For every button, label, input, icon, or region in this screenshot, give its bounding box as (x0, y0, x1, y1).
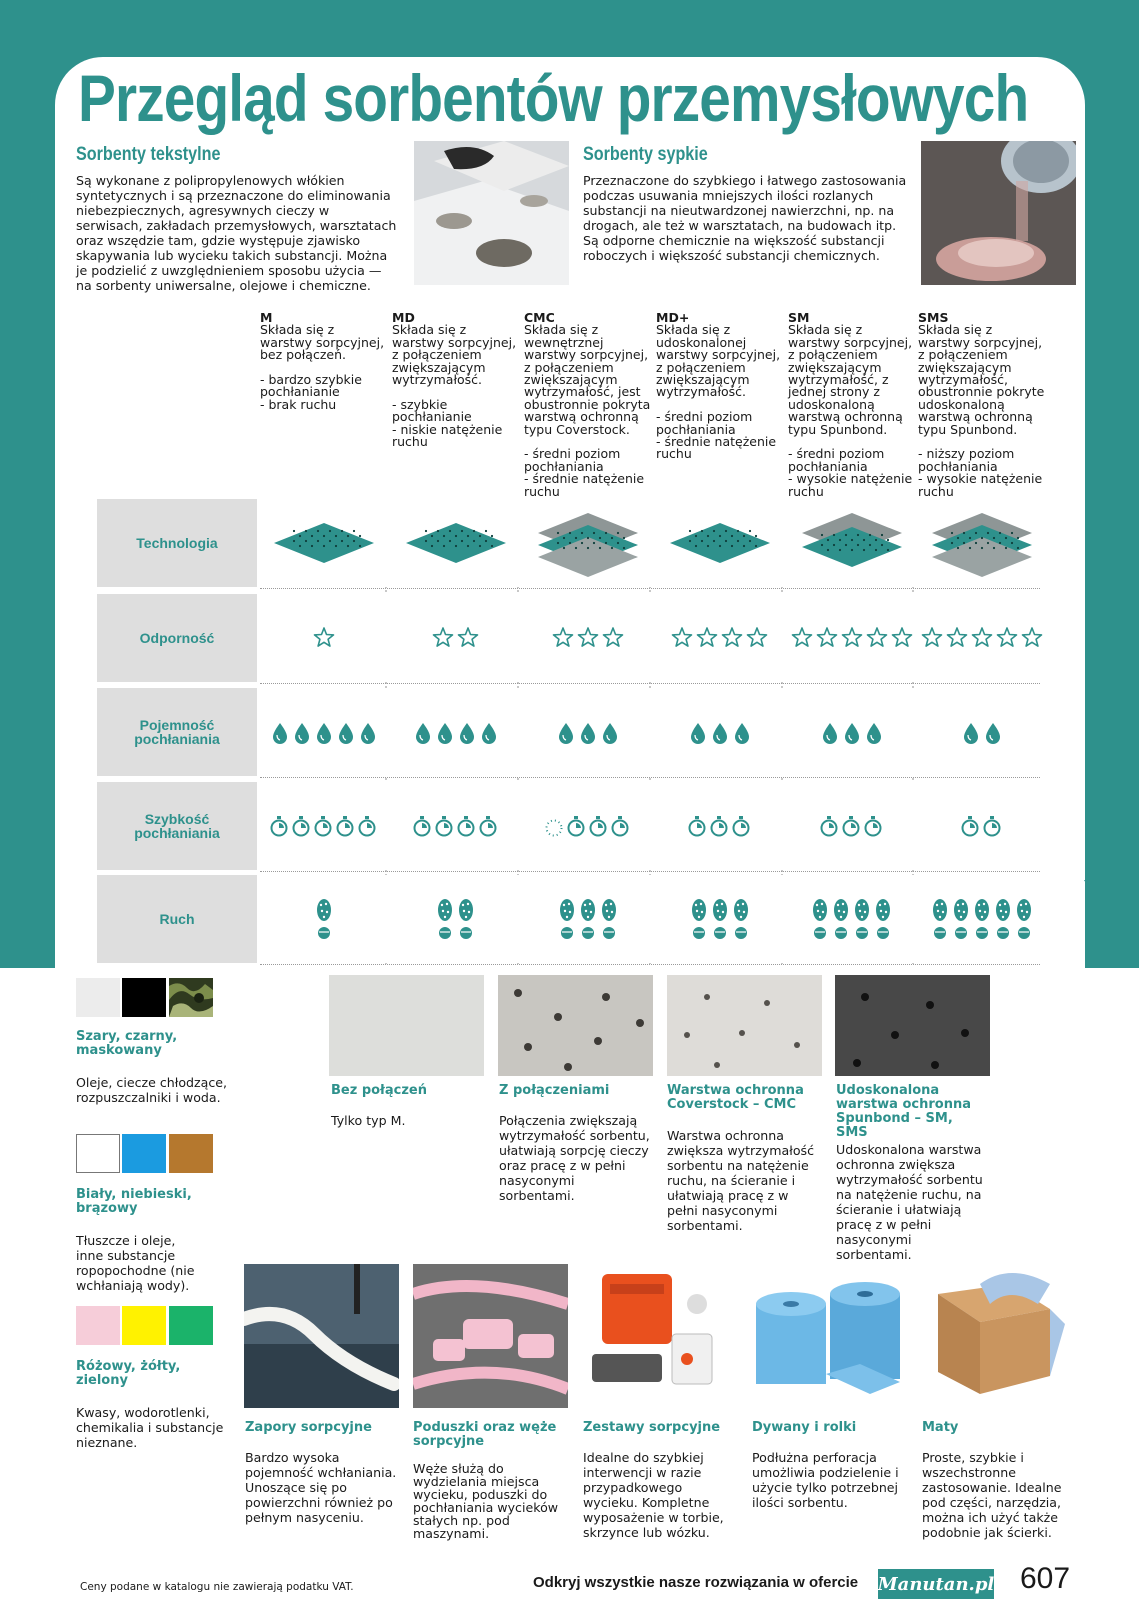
footprint-icon (813, 899, 827, 939)
resistance-star-icon (673, 628, 692, 646)
stopwatch-icon (459, 816, 474, 836)
drop-icon (867, 723, 881, 744)
material-4-text: Udoskonalona warstwa ochronna zwiększa wytrzymałość sorbentu na natężenie ruchu, na ścieranie i ułatwiają pracę z w pełni nasyconymi sorbentami. (836, 1142, 983, 1262)
stopwatch-icon (481, 816, 496, 836)
stopwatch-icon (866, 816, 881, 836)
material-3-text: Warstwa ochronna zwiększa wytrzymałość sorbentu na natężenie ruchu, na ścieranie i ułatwiają pracę z w pełni nasyconymi sorbentami. (667, 1128, 815, 1233)
drop-icon (986, 723, 1000, 744)
stopwatch-icon (294, 816, 309, 836)
row-label-capacity: Pojemność pochłaniania (97, 688, 257, 776)
footprint-icon (734, 899, 748, 939)
row-separator (260, 777, 1040, 778)
drop-icon (823, 723, 837, 744)
cell-speed-SM (788, 782, 916, 870)
resistance-star-icon (922, 628, 941, 646)
right-wedge (1084, 880, 1139, 970)
drop-icon (295, 723, 309, 744)
manutan-logo[interactable]: Manutan.pl (878, 1569, 994, 1599)
resistance-star-icon (723, 628, 742, 646)
loose-photo (921, 141, 1076, 285)
product-photo-pillows (413, 1264, 568, 1408)
textile-body: Są wykonane z polipropylenowych włókien syntetycznych i są przeznaczone do eliminowania niebezpiecznych, agresywnych cieczy w serwisach, zakładach przemysłowych, warsztatach oraz wszędzie tam, gdzie występuje zjawisko skapywania lub wycieku takich substancji. Można je podzielić z uwzględnieniem sposobu użycia — na sorbenty uniwersalne, olejowe i chemiczne. (76, 173, 397, 293)
product-5-title: Maty (922, 1420, 959, 1435)
product-photo-kits (582, 1264, 737, 1408)
resistance-star-icon (842, 628, 861, 646)
swatch-blue (122, 1134, 166, 1173)
loose-body: Przeznaczone do szybkiego i łatwego zastosowania podczas usuwania mniejszych ilości rozlanych substancji na nieutwardzonej nawierzchni, np. na drogach, ale też w warsztatach, na budowach itp. Są odporne chemicznie na większość substancji roboczych i większość substancji chemicznych. (583, 173, 907, 263)
footprint-icon (560, 899, 574, 939)
cell-traffic-SM (788, 875, 916, 963)
footprint-icon (459, 899, 473, 939)
col-head-M: M Składa się z warstwy sorpcyjnej, bez połączeń. - bardzo szybkie pochłanianie - brak ruchu (260, 310, 385, 412)
resistance-star-icon (972, 628, 991, 646)
row-separator (260, 871, 1040, 872)
swatch-white (76, 1134, 120, 1173)
material-2-text: Połączenia zwiększają wytrzymałość sorbentu, ułatwiają sorpcję cieczy oraz pracę z w pełni nasyconymi sorbentami. (499, 1113, 650, 1203)
cell-capacity-SMS (918, 688, 1046, 776)
cell-speed-SMS (918, 782, 1046, 870)
material-2-title: Z połączeniami (499, 1083, 610, 1098)
cell-tech-MDplus (656, 499, 784, 587)
color-group-2-text: Tłuszcze i oleje, inne substancje ropopochodne (nie wchłaniają wody). (76, 1233, 195, 1293)
product-photo-booms (244, 1264, 399, 1408)
drop-icon (713, 723, 727, 744)
stopwatch-icon (613, 816, 628, 836)
page-number: 607 (1020, 1562, 1071, 1595)
product-3-text: Idealne do szybkiej interwencji w razie przypadkowego wycieku. Kompletne wyposażenie w torbie, skrzynce lub wózku. (583, 1450, 724, 1540)
cell-capacity-CMC (524, 688, 652, 776)
col-head-MD: MD Składa się z warstwy sorpcyjnej, z połączeniem zwiększającym wytrzymałość. - szybkie pochłanianie - niskie natężenie ruchu (392, 310, 517, 450)
textile-heading: Sorbenty tekstylne (76, 144, 221, 165)
footprint-icon (602, 899, 616, 939)
row-separator (260, 683, 1040, 684)
left-wedge (0, 880, 55, 970)
drop-icon (339, 723, 353, 744)
row-label-traffic: Ruch (97, 875, 257, 963)
resistance-star-icon (314, 628, 333, 646)
product-4-text: Podłużna perforacja umożliwia podzielenie i użycie tylko potrzebnej ilości sorbentu. (752, 1450, 899, 1510)
cell-traffic-MD (392, 875, 520, 963)
drop-icon (460, 723, 474, 744)
cell-tech-M (260, 499, 388, 587)
footprint-icon (855, 899, 869, 939)
stopwatch-icon (985, 816, 1000, 836)
cell-speed-M (260, 782, 388, 870)
product-1-title: Zapory sorpcyjne (245, 1420, 372, 1435)
drop-icon (845, 723, 859, 744)
col-head-CMC: CMC Składa się z wewnętrznej warstwy sorpcyjnej, z połączeniem zwiększającym wytrzymałość, jest obustronnie pokryta warstwą ochronną typu Coverstock. - średni poziom pochłaniania - średnie natężenie ruchu (524, 310, 651, 499)
cell-speed-MDplus (656, 782, 784, 870)
drop-icon (273, 723, 287, 744)
stopwatch-icon (547, 821, 562, 836)
footprint-icon (954, 899, 968, 939)
cell-tech-SMS (918, 499, 1046, 587)
material-photo-spunbond (835, 975, 990, 1076)
color-group-3-text: Kwasy, wodorotlenki, chemikalia i substancje nieznane. (76, 1405, 224, 1450)
product-2-text: Węże służą do wydzielania miejsca wycieku, poduszki do pochłaniania wycieków stałych np. pod maszynami. (413, 1461, 559, 1541)
drop-icon (603, 723, 617, 744)
footprint-icon (692, 899, 706, 939)
cell-resistance-M (260, 594, 388, 682)
color-group-1-text: Oleje, ciecze chłodzące, rozpuszczalniki i woda. (76, 1075, 228, 1105)
resistance-star-icon (867, 628, 886, 646)
cell-traffic-SMS (918, 875, 1046, 963)
loose-heading: Sorbenty sypkie (583, 144, 708, 165)
material-photo-no-joins (329, 975, 484, 1076)
page-title: Przegląd sorbentów przemysłowych (78, 61, 1029, 135)
cell-resistance-MD (392, 594, 520, 682)
drop-icon (361, 723, 375, 744)
resistance-star-icon (459, 628, 478, 646)
stopwatch-icon (415, 816, 430, 836)
swatch-grey (76, 978, 120, 1017)
footprint-icon (834, 899, 848, 939)
cell-capacity-SM (788, 688, 916, 776)
cell-resistance-CMC (524, 594, 652, 682)
cell-traffic-MDplus (656, 875, 784, 963)
cell-tech-MD (392, 499, 520, 587)
row-separator (260, 588, 1040, 589)
stopwatch-icon (712, 816, 727, 836)
stopwatch-icon (690, 816, 705, 836)
cell-resistance-SM (788, 594, 916, 682)
resistance-star-icon (892, 628, 911, 646)
product-4-title: Dywany i rolki (752, 1420, 857, 1435)
color-group-3-title: Różowy, żółty, zielony (76, 1359, 181, 1388)
drop-icon (482, 723, 496, 744)
stopwatch-icon (591, 816, 606, 836)
stopwatch-icon (316, 816, 331, 836)
footprint-icon (876, 899, 890, 939)
col-head-MDplus: MD+ Składa się z udoskonalonej warstwy sorpcyjnej, z połączeniem zwiększającym wytrzymałość. - średni poziom pochłaniania - średnie natężenie ruchu (656, 310, 781, 462)
product-3-title: Zestawy sorpcyjne (583, 1420, 721, 1435)
resistance-star-icon (603, 628, 622, 646)
drop-icon (559, 723, 573, 744)
footprint-icon (438, 899, 452, 939)
resistance-star-icon (748, 628, 767, 646)
product-1-text: Bardzo wysoka pojemność wchłaniania. Unoszące się po powierzchni również po pełnym nasyceniu. (245, 1450, 397, 1525)
footprint-icon (317, 899, 331, 939)
cell-traffic-CMC (524, 875, 652, 963)
cell-traffic-M (260, 875, 388, 963)
product-5-text: Proste, szybkie i wszechstronne zastosowanie. Idealne pod części, narzędzia, można ich użyć także podobnie jak ścierki. (922, 1450, 1062, 1540)
textile-photo (414, 141, 569, 285)
resistance-star-icon (947, 628, 966, 646)
swatch-yellow (122, 1306, 166, 1345)
row-separator (260, 964, 1040, 965)
material-3-title: Warstwa ochronna Coverstock – CMC (667, 1083, 804, 1112)
offer-text: Odkryj wszystkie nasze rozwiązania w ofercie (533, 1574, 859, 1591)
swatch-brown (169, 1134, 213, 1173)
cell-tech-CMC (524, 499, 652, 587)
footprint-icon (975, 899, 989, 939)
stopwatch-icon (272, 816, 287, 836)
cell-capacity-MDplus (656, 688, 784, 776)
cell-capacity-M (260, 688, 388, 776)
cell-tech-SM (788, 499, 916, 587)
vat-note: Ceny podane w katalogu nie zawierają podatku VAT. (80, 1581, 354, 1593)
resistance-star-icon (817, 628, 836, 646)
cell-capacity-MD (392, 688, 520, 776)
material-photo-coverstock (667, 975, 822, 1076)
resistance-star-icon (997, 628, 1016, 646)
drop-icon (438, 723, 452, 744)
swatch-green (169, 1306, 213, 1345)
resistance-star-icon (698, 628, 717, 646)
stopwatch-icon (844, 816, 859, 836)
row-label-speed: Szybkość pochłaniania (97, 782, 257, 870)
drop-icon (581, 723, 595, 744)
row-label-resistance: Odporność (97, 594, 257, 682)
stopwatch-icon (734, 816, 749, 836)
resistance-star-icon (792, 628, 811, 646)
drop-icon (416, 723, 430, 744)
stopwatch-icon (437, 816, 452, 836)
footprint-icon (996, 899, 1010, 939)
cell-speed-CMC (524, 782, 652, 870)
col-head-SMS: SMS Składa się z warstwy sorpcyjnej, z połączeniem zwiększającym wytrzymałość, obustronnie pokryte udoskonaloną warstwą ochronną typu Spunbond. - niższy poziom pochłaniania - wysokie natężenie ruchu (918, 310, 1045, 499)
drop-icon (691, 723, 705, 744)
footprint-icon (713, 899, 727, 939)
material-1-text: Tylko typ M. (331, 1113, 406, 1128)
product-2-title: Poduszki oraz węże sorpcyjne (413, 1420, 557, 1449)
footprint-icon (933, 899, 947, 939)
resistance-star-icon (578, 628, 597, 646)
swatch-pink (76, 1306, 120, 1345)
drop-icon (317, 723, 331, 744)
cell-resistance-MDplus (656, 594, 784, 682)
resistance-star-icon (1022, 628, 1041, 646)
resistance-star-icon (553, 628, 572, 646)
col-head-SM: SM Składa się z warstwy sorpcyjnej, z połączeniem zwiększającym wytrzymałość, z jednej strony z udoskonaloną warstwą ochronną typu Spunbond. - średni poziom pochłaniania - wysokie natężenie ruchu (788, 310, 913, 499)
drop-icon (735, 723, 749, 744)
resistance-star-icon (434, 628, 453, 646)
cell-resistance-SMS (918, 594, 1046, 682)
swatch-black (122, 978, 166, 1017)
stopwatch-icon (360, 816, 375, 836)
row-label-technology: Technologia (97, 499, 257, 587)
drop-icon (964, 723, 978, 744)
material-4-title: Udoskonalona warstwa ochronna Spunbond – SM, SMS (836, 1083, 971, 1140)
color-group-1-title: Szary, czarny, maskowany (76, 1029, 178, 1058)
material-photo-joins (498, 975, 653, 1076)
footprint-icon (581, 899, 595, 939)
stopwatch-icon (338, 816, 353, 836)
stopwatch-icon (963, 816, 978, 836)
footprint-icon (1017, 899, 1031, 939)
swatch-camo (169, 978, 213, 1017)
stopwatch-icon (569, 816, 584, 836)
product-photo-rolls (750, 1264, 905, 1408)
color-group-2-title: Biały, niebieski, brązowy (76, 1187, 192, 1216)
product-photo-mats (920, 1264, 1075, 1408)
material-1-title: Bez połączeń (331, 1083, 427, 1098)
cell-speed-MD (392, 782, 520, 870)
stopwatch-icon (822, 816, 837, 836)
